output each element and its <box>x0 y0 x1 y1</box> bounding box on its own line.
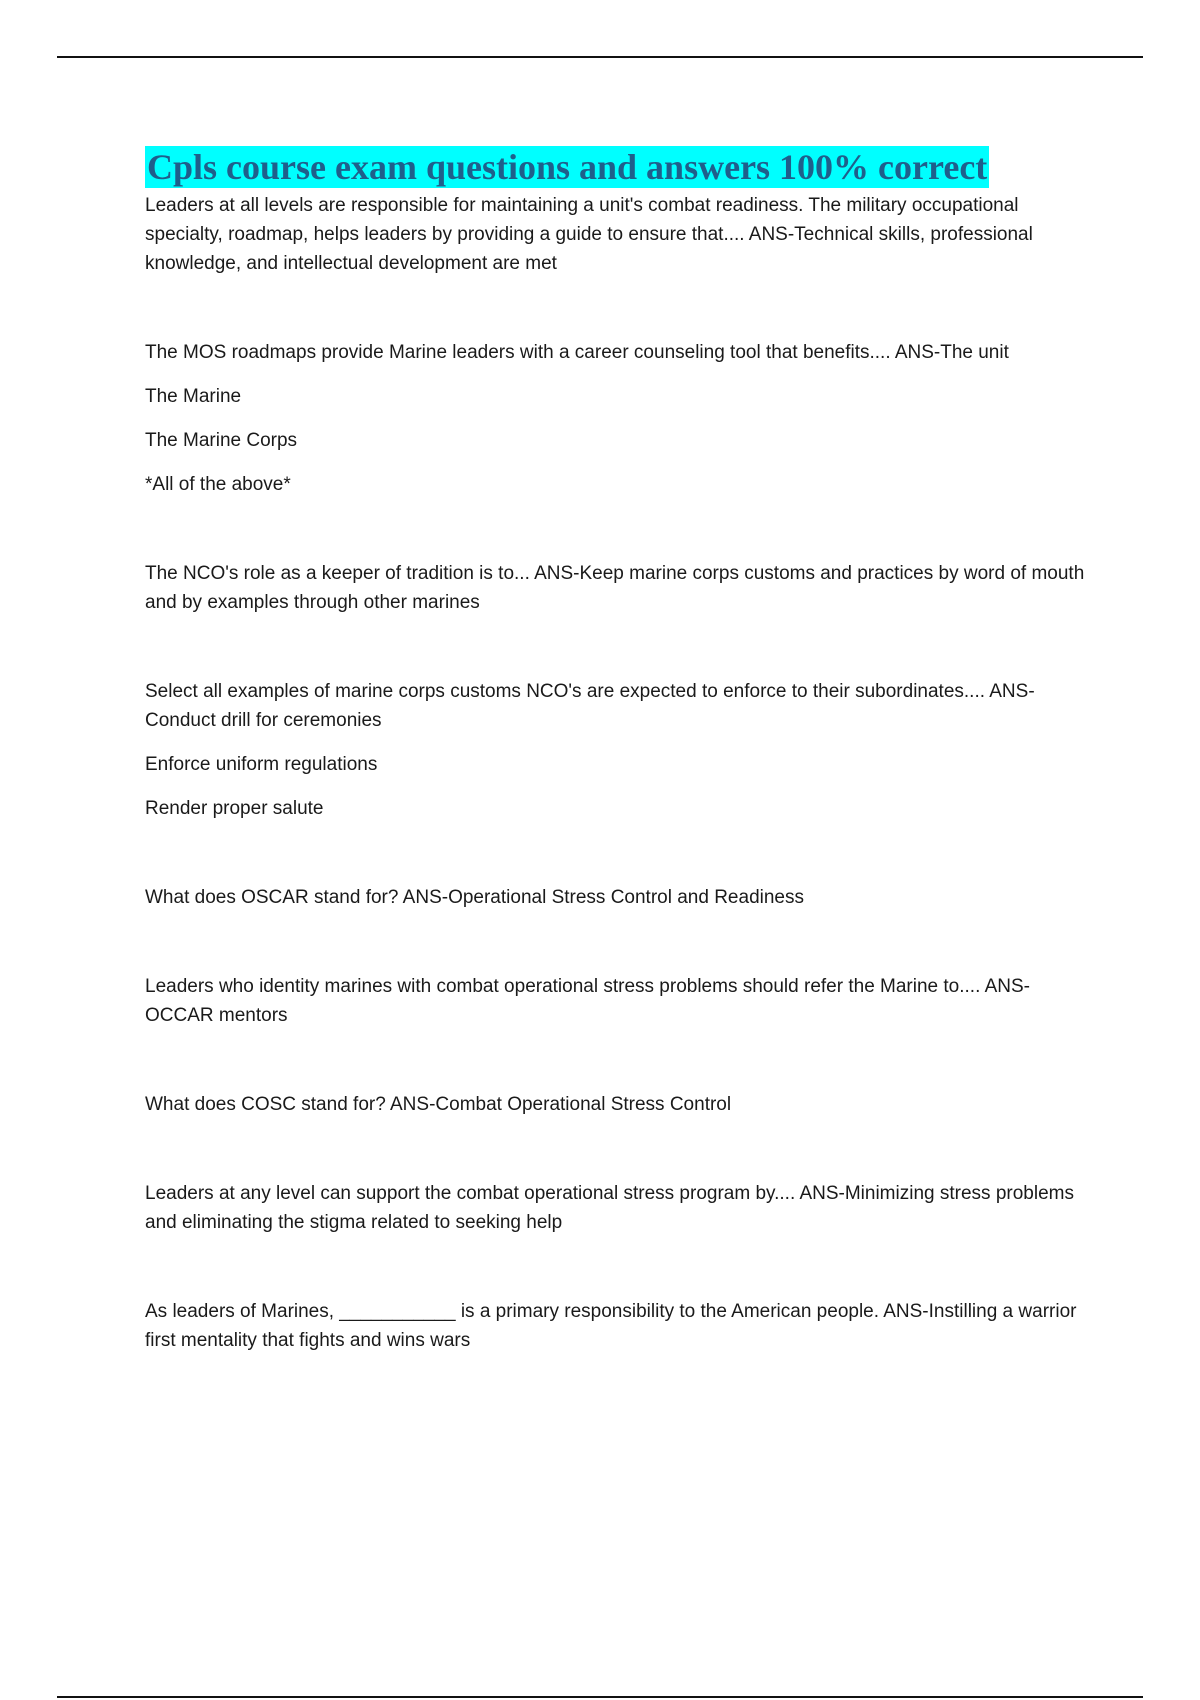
qa-item-3 <box>145 559 1095 617</box>
qa-text: Leaders who identity marines with combat operational stress problems should refer the Marine to.... ANS-OCCAR mentors <box>145 976 1030 1026</box>
qa-option: *All of the above* <box>145 474 291 495</box>
qa-text: Select all examples of marine corps customs NCO's are expected to enforce to their subordinates.... ANS-Conduct drill for ceremonies <box>145 681 1035 731</box>
document-body <box>145 146 1095 1355</box>
qa-text: What does OSCAR stand for? ANS-Operational Stress Control and Readiness <box>145 887 804 908</box>
document-title: Cpls course exam questions and answers 100% correct <box>147 147 988 187</box>
qa-item-7 <box>145 1090 1095 1119</box>
qa-text: The NCO's role as a keeper of tradition is to... ANS-Keep marine corps customs and practices by word of mouth and by examples through other marines <box>145 563 1085 613</box>
qa-option: Enforce uniform regulations <box>145 754 378 775</box>
qa-text: Leaders at all levels are responsible for maintaining a unit's combat readiness. The military occupational specialty, roadmap, helps leaders by providing a guide to ensure that.... ANS-Technical skills, professional knowledge, and intellectual development are met <box>145 195 1033 274</box>
qa-option: Render proper salute <box>145 798 324 819</box>
qa-item-4 <box>145 677 1095 823</box>
bottom-rule <box>57 1696 1143 1698</box>
qa-option: The Marine <box>145 386 242 407</box>
qa-item-8 <box>145 1179 1095 1237</box>
qa-item-6 <box>145 972 1095 1030</box>
qa-item-2 <box>145 338 1095 499</box>
qa-item-5 <box>145 883 1095 912</box>
qa-item-9 <box>145 1297 1095 1355</box>
qa-text: What does COSC stand for? ANS-Combat Operational Stress Control <box>145 1094 732 1115</box>
top-rule <box>57 56 1143 58</box>
qa-option: The Marine Corps <box>145 430 298 451</box>
qa-item-1 <box>145 191 1095 278</box>
qa-text: As leaders of Marines, ___________ is a primary responsibility to the American people. ANS-Instilling a warrior first mentality that fights and wins wars <box>145 1301 1077 1351</box>
qa-text: Leaders at any level can support the combat operational stress program by.... ANS-Minimizing stress problems and eliminating the stigma related to seeking help <box>145 1183 1074 1233</box>
qa-text: The MOS roadmaps provide Marine leaders with a career counseling tool that benefits.... ANS-The unit <box>145 342 1009 363</box>
